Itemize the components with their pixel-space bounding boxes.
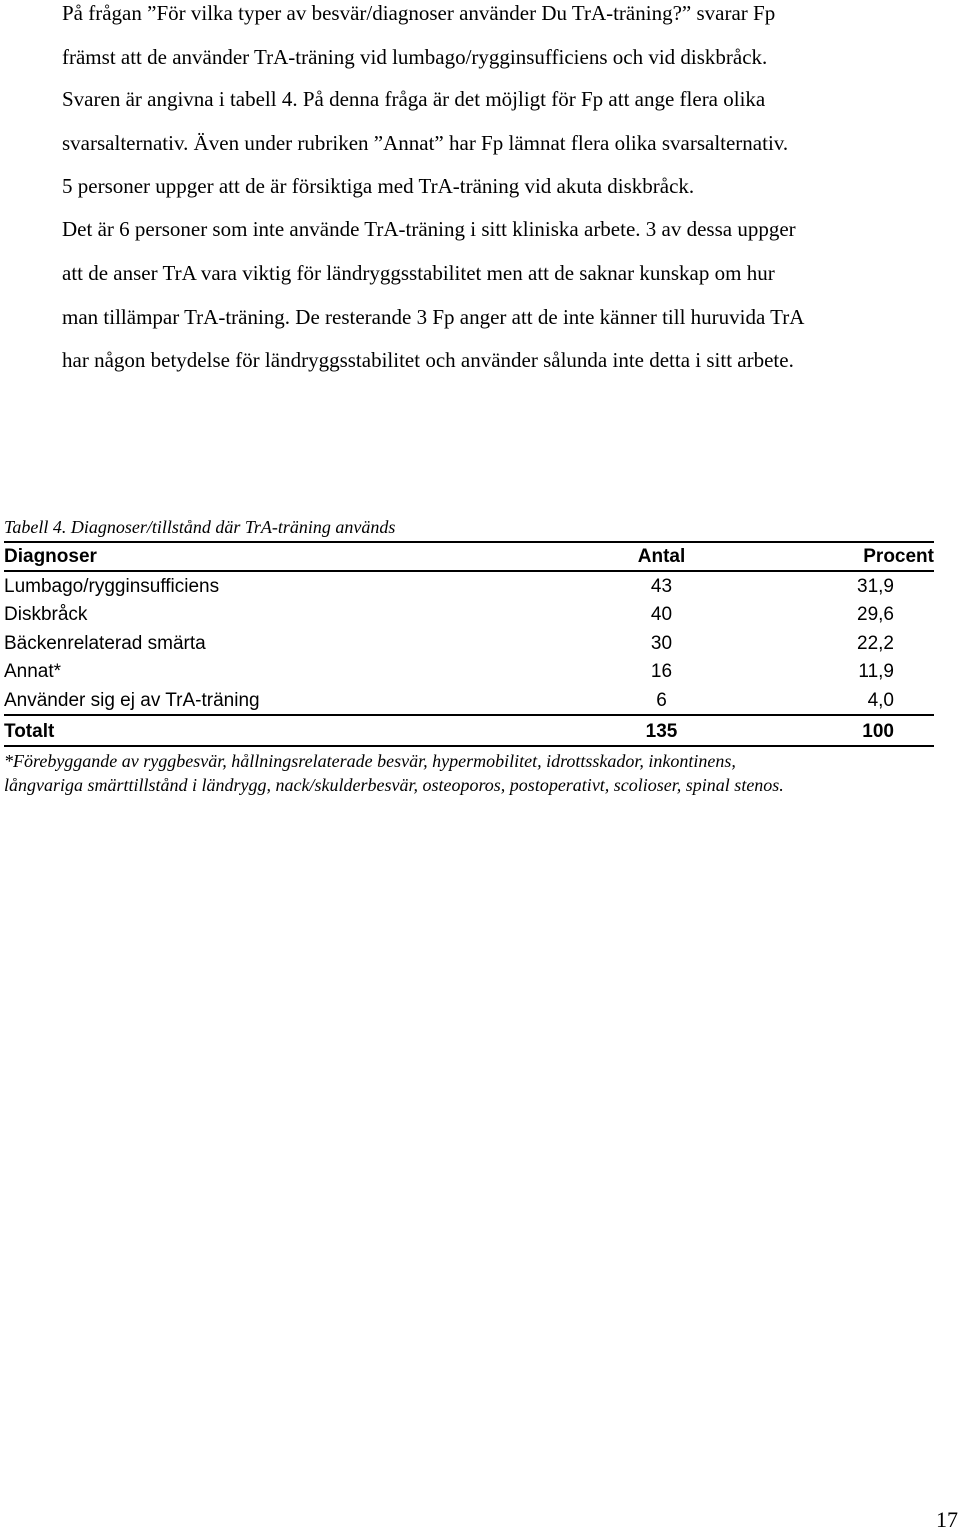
header-percent: Procent [863, 546, 934, 567]
table-top-rule [4, 541, 934, 543]
cell-count: 6 [656, 690, 667, 711]
cell-diagnosis: Diskbråck [4, 604, 88, 625]
header-diagnosis: Diagnoser [4, 546, 97, 567]
table-caption: Tabell 4. Diagnoser/tillstånd där TrA-träning används [4, 517, 396, 537]
paragraph-line: man tillämpar TrA-träning. De resterande 3 Fp anger att de inte känner till huruvida TrA [62, 305, 805, 329]
table-header-row [4, 543, 934, 571]
cell-count: 40 [650, 604, 673, 625]
paragraph-line: På frågan ”För vilka typer av besvär/diagnoser använder Du TrA-träning?” svarar Fp [62, 1, 776, 25]
paragraph-line: att de anser TrA vara viktig för ländryggsstabilitet men att de saknar kunskap om hur [62, 261, 775, 285]
cell-diagnosis: Använder sig ej av TrA-träning [4, 690, 260, 711]
total-percent: 100 [862, 721, 894, 742]
total-label: Totalt [4, 721, 55, 742]
cell-percent: 31,9 [857, 576, 894, 597]
paragraph-line: svarsalternativ. Även under rubriken ”Annat” har Fp lämnat flera olika svarsalternativ. [62, 131, 789, 155]
table-row [4, 573, 934, 601]
cell-count: 16 [650, 661, 673, 682]
table-bottom-rule [4, 745, 934, 747]
paragraph-line: Svaren är angivna i tabell 4. På denna fråga är det möjligt för Fp att ange flera olika [62, 87, 766, 111]
total-count: 135 [645, 721, 678, 742]
cell-count: 43 [650, 576, 673, 597]
cell-percent: 22,2 [857, 633, 894, 654]
table-row [4, 601, 934, 629]
table-footnote-line: långvariga smärttillstånd i ländrygg, nack/skulderbesvär, osteoporos, postoperativt, scolioser, spinal stenos. [4, 775, 784, 795]
cell-diagnosis: Lumbago/rygginsufficiens [4, 576, 220, 597]
table-row [4, 687, 934, 715]
cell-percent: 4,0 [867, 690, 894, 711]
table-total-top-rule [4, 714, 934, 716]
table-footnote-line: *Förebyggande av ryggbesvär, hållningsrelaterade besvär, hypermobilitet, idrottsskador, inkontinens, [4, 751, 736, 771]
cell-percent: 11,9 [858, 661, 894, 682]
cell-diagnosis: Bäckenrelaterad smärta [4, 633, 206, 654]
cell-percent: 29,6 [857, 604, 894, 625]
paragraph-line: 5 personer uppger att de är försiktiga med TrA-träning vid akuta diskbråck. [62, 174, 695, 198]
table-total-row [4, 718, 934, 746]
paragraph-line: främst att de använder TrA-träning vid lumbago/rygginsufficiens och vid diskbråck. [62, 45, 768, 69]
cell-count: 30 [650, 633, 673, 654]
table-header-rule [4, 570, 934, 572]
table-row [4, 630, 934, 658]
paragraph-line: har någon betydelse för ländryggsstabilitet och använder sålunda inte detta i sitt arbete. [62, 348, 794, 372]
paragraph-line: Det är 6 personer som inte använde TrA-träning i sitt kliniska arbete. 3 av dessa uppger [62, 217, 796, 241]
header-count: Antal [637, 546, 686, 567]
page-number: 17 [936, 1507, 958, 1532]
table-row [4, 658, 934, 686]
cell-diagnosis: Annat* [4, 661, 62, 682]
